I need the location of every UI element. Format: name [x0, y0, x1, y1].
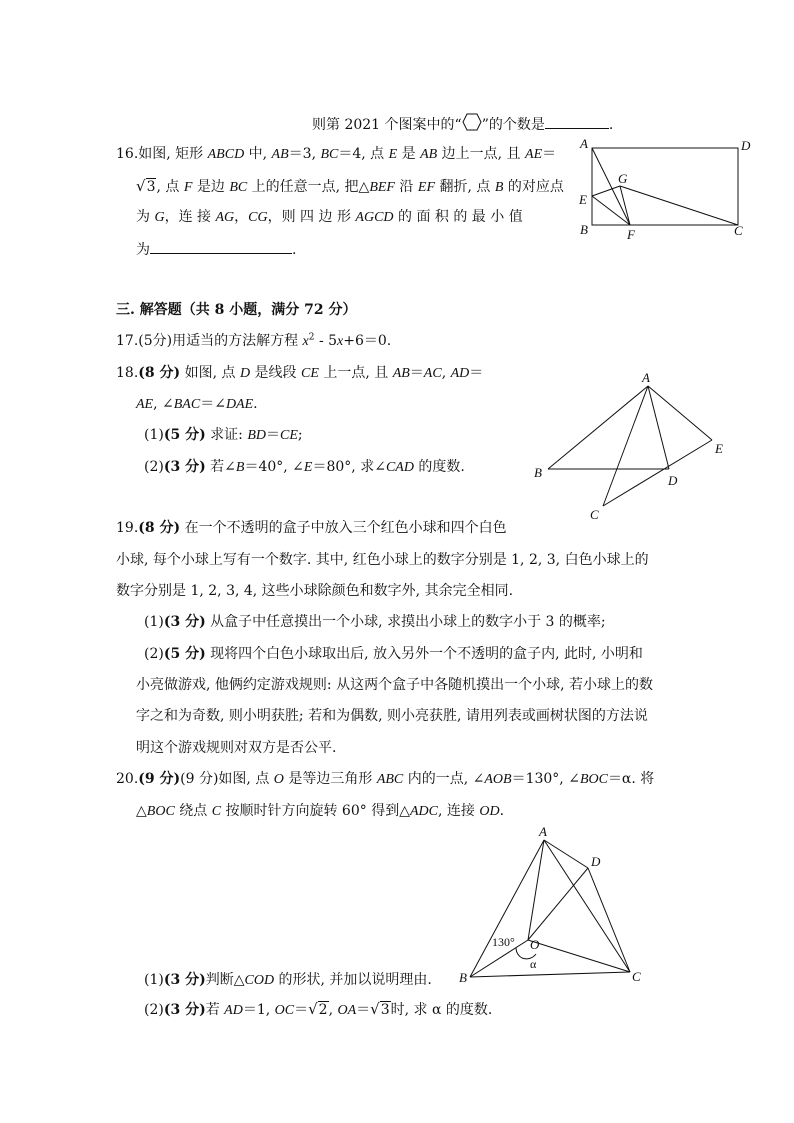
q16-text: 如图, 矩形 — [138, 146, 208, 162]
fig-label-e: E — [579, 192, 587, 207]
q16-text: 上的任意一点, 把△ — [247, 179, 370, 195]
q20-text: 的形状, 并加以说明理由. — [274, 972, 432, 988]
sqrt-3 — [136, 176, 156, 197]
segment-eg — [592, 186, 620, 196]
fig-label-d: D — [668, 473, 678, 488]
q19-text: 现将四个白色小球取出后, 放入另外一个不透明的盒子内, 此时, 小明和 — [205, 646, 643, 662]
segment-ae — [648, 386, 712, 440]
fig-label-b: B — [580, 222, 588, 237]
q18-text: ＝∠ — [200, 396, 226, 412]
q20-var: O — [273, 772, 284, 787]
q16-number: 16. — [116, 146, 139, 162]
q16-text: ＝ — [542, 146, 557, 162]
fig-label-b: B — [534, 465, 542, 480]
q16-var: BC — [229, 180, 248, 195]
segment-ac — [603, 386, 648, 506]
q18-part-number: (2) — [144, 459, 164, 475]
q19-part-1 — [144, 612, 606, 632]
q18-var: CAD — [385, 460, 414, 475]
q19-number: 19. — [116, 520, 139, 536]
q19-part-number: (2) — [144, 646, 164, 662]
sqrt-value: 2 — [318, 1002, 328, 1018]
q20-var: OA — [337, 1003, 357, 1018]
sqrt-value: 3 — [380, 1002, 390, 1018]
q20-var: ABC — [376, 772, 404, 787]
q15-prefix: 则第 2021 个图案中的“ — [312, 117, 462, 133]
segment-gf — [620, 186, 630, 225]
q20-part-2 — [144, 999, 492, 1021]
q20-text: ＝1, — [242, 1002, 275, 1018]
q20-text: ＝ — [294, 1002, 309, 1018]
radical-sign: √ — [308, 1000, 318, 1018]
segment-ab — [548, 386, 648, 469]
q20-var: AOB — [484, 772, 512, 787]
q16-text: ，连 接 — [164, 209, 216, 225]
q17-text: - 5 — [314, 333, 338, 349]
q17-number: 17. — [116, 333, 139, 349]
q16-var: F — [183, 180, 193, 195]
q18-text: ＝ — [469, 365, 484, 381]
q20-score-2: (9 分) — [180, 771, 219, 787]
q16-var: G — [154, 210, 165, 225]
q19-part-number: (1) — [144, 614, 164, 630]
q19-line-3: 数字分别是 1, 2, 3, 4, 这些小球除颜色和数字外, 其余完全相同. — [116, 583, 514, 599]
q18-var: AB — [392, 366, 410, 381]
fig-label-e: E — [715, 441, 723, 456]
q16-line-3 — [136, 207, 523, 228]
q18-text: 如图, 点 — [180, 365, 240, 381]
q20-text: . — [499, 803, 505, 819]
q16-line-2 — [136, 176, 564, 198]
q20-text: , 连接 — [437, 803, 480, 819]
q16-text: 边上一点, 且 — [437, 146, 526, 162]
q19-part-2-line-4: 明这个游戏规则对双方是否公平. — [136, 740, 337, 756]
q16-var: BEF — [369, 180, 395, 195]
q20-line-1 — [116, 769, 654, 790]
q15-end: . — [608, 117, 614, 133]
q18-var: AD — [450, 366, 470, 381]
q18-text: . — [253, 396, 258, 412]
fig-label-o: O — [530, 937, 540, 952]
q16-var: AB — [271, 147, 289, 162]
q20-part-score: (3 分) — [163, 1002, 206, 1018]
q16-text: 是边 — [192, 179, 230, 195]
q16-text: 是 — [397, 146, 421, 162]
q19-line-2: 小球, 每个小球上写有一个数字. 其中, 红色小球上的数字分别是 1, 2, 3, 白色小球上的 — [116, 552, 649, 568]
q17-var: x — [337, 334, 344, 349]
sqrt-value: 3 — [146, 179, 156, 195]
segment-ad — [544, 840, 588, 868]
q18-part-number: (1) — [144, 427, 164, 443]
fig-label-c: C — [632, 969, 641, 984]
q20-var: AD — [224, 1003, 243, 1018]
q16-var: AE — [525, 147, 543, 162]
q18-text: ＝80°, 求∠ — [312, 459, 386, 475]
q18-var: BD — [247, 428, 267, 443]
fig-label-c: C — [734, 223, 743, 238]
q17-line — [116, 331, 391, 352]
segment-dc — [588, 868, 630, 972]
q18-part-1 — [144, 425, 303, 446]
q20-text: ＝ — [356, 1002, 371, 1018]
section-3-title: 三. 解答题（共 8 小题，满分 72 分） — [116, 302, 357, 318]
segment-ce — [603, 440, 712, 506]
q16-line-1 — [116, 144, 556, 165]
q19-part-score: (5 分) — [163, 646, 206, 662]
q16-var: B — [494, 180, 504, 195]
q15-tail-line — [312, 113, 613, 137]
hexagon-icon — [462, 113, 482, 137]
fig-label-f: F — [627, 227, 635, 242]
q18-text: 上一点, 且 — [318, 365, 393, 381]
q20-text: 判断△ — [205, 972, 245, 988]
q16-text: 为 — [136, 209, 155, 225]
segment-gc — [620, 186, 738, 225]
radical-sign: √ — [370, 1000, 380, 1018]
q17-exponent: 2 — [308, 332, 315, 343]
q16-answer-blank — [150, 239, 292, 254]
q16-var: CG — [248, 210, 268, 225]
q18-var: E — [303, 460, 313, 475]
q15-answer-blank — [545, 114, 609, 129]
segment-od — [528, 868, 588, 940]
q20-text: 是等边三角形 — [283, 771, 377, 787]
q20-text: 绕点 — [174, 803, 212, 819]
q16-text: ＝4, 点 — [338, 146, 389, 162]
q20-text: 按顺时针方向旋转 60° 得到△ — [221, 803, 410, 819]
q17-var: x — [302, 334, 309, 349]
q19-part-2-line-2: 小亮做游戏, 他俩约定游戏规则: 从这两个盒子中各随机摸出一个小球, 若小球上的数 — [136, 677, 653, 693]
q20-line-2 — [136, 801, 504, 822]
q16-text: ＝3, — [288, 146, 321, 162]
q18-triangle-figure — [528, 366, 738, 522]
q16-text: 沿 — [394, 179, 418, 195]
segment-oc — [528, 940, 630, 972]
fig-label-d: D — [591, 854, 601, 869]
fig-label-d: D — [741, 138, 751, 153]
q18-var: D — [239, 366, 251, 381]
segment-ef — [592, 196, 630, 225]
q19-text: 在一个不透明的盒子中放入三个红色小球和四个白色 — [180, 520, 507, 536]
q16-text: 的对应点 — [503, 179, 564, 195]
q16-var: EF — [417, 180, 435, 195]
q20-text: 若 — [205, 1002, 225, 1018]
q18-line-2 — [136, 394, 258, 415]
q18-text: ＝ — [266, 427, 281, 443]
q18-var: DAE — [225, 397, 254, 412]
q19-score: (8 分) — [138, 520, 181, 536]
fig-label-g: G — [618, 171, 628, 186]
fig-label-a: A — [580, 136, 588, 151]
q20-var: BOC — [146, 804, 175, 819]
segment-bc — [470, 972, 630, 977]
sqrt-2 — [308, 999, 328, 1020]
q16-var: AG — [215, 210, 235, 225]
q18-line-1 — [116, 363, 483, 384]
q19-part-2 — [144, 644, 643, 664]
q18-var: CE — [280, 428, 298, 443]
segment-af — [592, 148, 630, 225]
q20-text: , — [328, 1002, 338, 1018]
q20-var: C — [211, 804, 222, 819]
fig-label-b: B — [459, 970, 467, 985]
fig-label-alpha: α — [530, 957, 537, 971]
fig-label-130: 130° — [492, 935, 515, 949]
q16-text: , 点 — [156, 179, 184, 195]
q20-part-score: (3 分) — [163, 972, 206, 988]
q16-text: . — [292, 242, 297, 258]
q18-text: ; — [297, 427, 303, 443]
q18-var: AE — [136, 397, 154, 412]
q18-part-score: (5 分) — [163, 427, 206, 443]
q18-number: 18. — [116, 365, 139, 381]
q20-var: OC — [274, 1003, 295, 1018]
q20-part-number: (2) — [144, 1002, 164, 1018]
q19-line-1 — [116, 518, 507, 538]
q16-rectangle-figure — [572, 134, 752, 244]
q16-var: E — [388, 147, 398, 162]
q20-text: ＝α. 将 — [607, 771, 655, 787]
rect-abcd — [592, 148, 738, 225]
q20-var: COD — [244, 973, 275, 988]
q16-text: ， — [234, 209, 249, 225]
q18-text: 若∠ — [205, 459, 236, 475]
q18-text: 求证: — [205, 427, 248, 443]
fig-label-a: A — [539, 824, 547, 839]
q16-var: BC — [320, 147, 339, 162]
q16-text: 中, — [244, 146, 272, 162]
fig-label-c: C — [590, 507, 599, 522]
q18-text: 的度数. — [413, 459, 465, 475]
radical-sign: √ — [136, 177, 146, 195]
q20-text: 如图, 点 — [218, 771, 274, 787]
q20-score: (9 分) — [138, 771, 181, 787]
q20-part-1 — [144, 970, 432, 991]
q16-text: ，则 四 边 形 — [267, 209, 356, 225]
q15-suffix: ”的个数是 — [481, 117, 545, 133]
q16-var: ABCD — [207, 147, 245, 162]
q16-text: 的 面 积 的 最 小 值 — [393, 209, 523, 225]
segment-ad — [648, 386, 669, 469]
q20-var: BOC — [579, 772, 608, 787]
q20-text: 内的一点, ∠ — [403, 771, 485, 787]
q20-text: △ — [136, 803, 147, 819]
q16-text: 为 — [136, 242, 150, 258]
q19-part-score: (3 分) — [163, 614, 206, 630]
q16-text: 翻折, 点 — [435, 179, 495, 195]
q20-var: OD — [479, 804, 500, 819]
q18-var: B — [235, 460, 245, 475]
q18-var: CE — [300, 366, 319, 381]
sqrt-3 — [370, 999, 390, 1020]
q20-part-number: (1) — [144, 972, 164, 988]
q17-text: (5分)用适当的方法解方程 — [138, 333, 303, 349]
q18-var: AC — [423, 366, 442, 381]
q18-text: , — [441, 365, 451, 381]
q18-text: ＝ — [409, 365, 424, 381]
q20-number: 20. — [116, 771, 139, 787]
q16-var: AB — [420, 147, 438, 162]
fig-label-a: A — [642, 370, 650, 385]
q18-text: 是线段 — [250, 365, 301, 381]
q19-text: 从盒子中任意摸出一个小球, 求摸出小球上的数字小于 3 的概率; — [205, 614, 606, 630]
q16-line-4 — [136, 239, 296, 260]
q17-text: +6＝0. — [343, 333, 392, 349]
q16-var: AGCD — [355, 210, 394, 225]
q18-part-2 — [144, 457, 465, 478]
q20-equilateral-figure — [452, 822, 652, 992]
q18-var: BAC — [173, 397, 201, 412]
q18-text: ＝40°, ∠ — [244, 459, 304, 475]
q18-text: , ∠ — [153, 396, 174, 412]
q18-part-score: (3 分) — [163, 459, 206, 475]
q20-text: ＝130°, ∠ — [511, 771, 580, 787]
q20-var: ADC — [409, 804, 438, 819]
q19-part-2-line-3: 字之和为奇数, 则小明获胜; 若和为偶数, 则小亮获胜, 请用列表或画树状图的方法说 — [136, 708, 648, 724]
q20-text: 时, 求 α 的度数. — [390, 1002, 493, 1018]
q18-score: (8 分) — [138, 365, 181, 381]
